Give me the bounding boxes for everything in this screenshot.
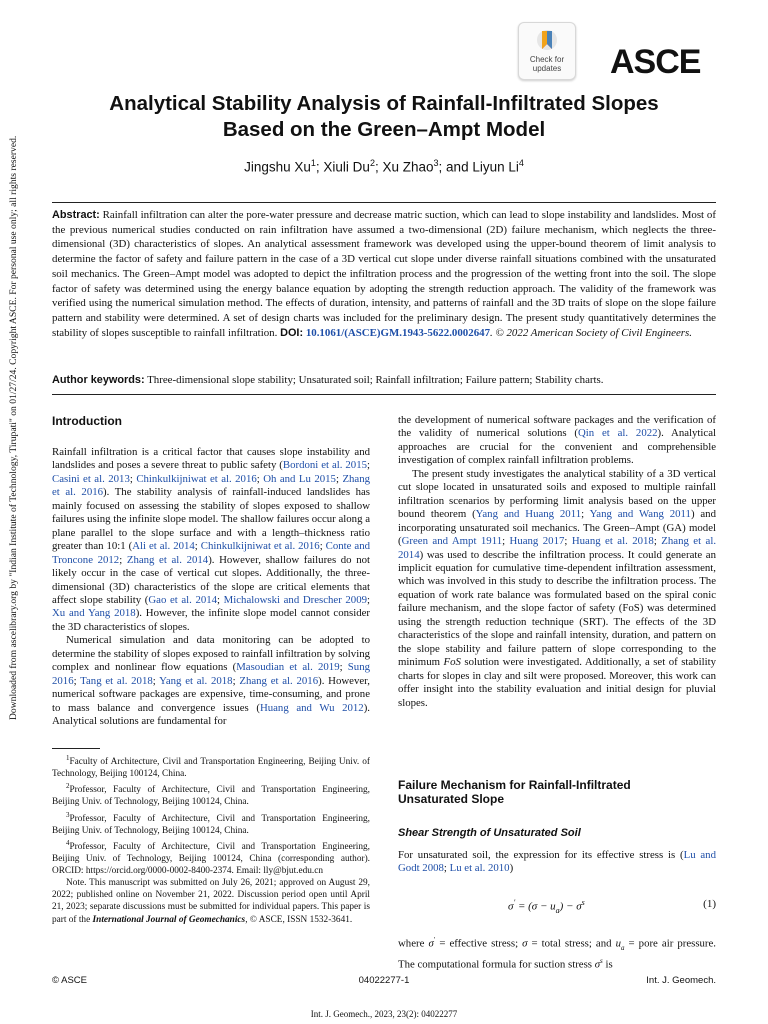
footnotes <box>52 752 370 926</box>
citation-link[interactable]: Gao et al. 2014 <box>148 593 218 606</box>
author-name: Liyun Li <box>472 159 519 175</box>
author-name: Xu Zhao <box>382 159 434 175</box>
right-paragraph-1: The present study investigates the analytical stability of a 3D vertical cut slope located in unsaturated soils and exposed to multiple rainfall infiltration scenarios by performing limit analysis based on the upper bound theorem (Yang and Huang 2011; Yang and Wang 2011) and incorporating unsaturated soil mechanics. The Green–Ampt (GA) model (Green and Ampt 1911; Huang 2017; Huang et al. 2018; Zhang et al. 2014) was used to describe the infiltration process. It could generate an implicit equation for cumulative time-dependent infiltration assessment, which was involved in this study to describe the infiltration process. The equation of work rate balance was formulated based on the spiral conic failure mechanism, and the slope factor of safety (FoS) was determined using the strength reduction technique (SRT). The effects of the 3D characteristics of the slope and rainfall intensity, duration, and pattern on the slope stability and failure pattern of slope corresponding to the minimum FoS solution were investigated. Additionally, a set of stability charts for slopes in clay and silt were proposed. Moreover, this work can offer insight into the stability evaluation and initial design for pluvial slopes. <box>398 467 717 709</box>
abstract-text: Rainfall infiltration can alter the pore-water pressure and decrease matric suction, which can lead to slope instability and landslides. Most of the previous numerical studies conducted on rain infiltration have assumed a two-dimensional (2D) failure mechanism, which neglects the three-dimensional (3D) characteristics of slopes. An analytical assessment framework was developed using the upper-bound theorem of limit analysis to determine the factor of safety and failure pattern in the case of a 3D vertical cut slope under diverse rainfall situations combined with the unsaturated soil mechanics. The Green–Ampt model was adopted to depict the infiltration process and the progression of the wetting front into the soil. The slope factor of safety was determined using the energy balance equation by adopting the strength reduction approach. The validity of the framework was verified using the numerical simulation method. The effects of duration, intensity, and patterns of rainfall and the 3D traits of slope on the slope failure pattern and stability were determined. A set of design charts was included for the preliminary design. The present study quantitatively determines the stability of slopes susceptible to rainfall infiltration. <box>52 209 716 339</box>
citation-link[interactable]: Yang et al. 2018 <box>159 674 233 687</box>
footnote-item: $^2$Professor, Faculty of Architecture, Civil and Transportation Engineering, Beijing Univ. of Technology, Beijing 100124, China. <box>52 782 370 808</box>
citation-link[interactable]: Michalowski and Drescher 2009 <box>223 593 367 606</box>
doi-label: DOI: <box>280 326 304 339</box>
left-column <box>52 414 370 729</box>
author-keywords <box>52 374 716 386</box>
citation-link[interactable]: Yang and Wang 2011 <box>589 508 691 521</box>
footnote-rule <box>52 748 100 749</box>
failure-mechanism-section <box>398 778 716 806</box>
citation-link[interactable]: Zhang et al. 2014 <box>126 553 209 566</box>
check-for-updates-button[interactable] <box>518 22 576 80</box>
equation-1-number: (1) <box>703 898 716 910</box>
footnote-item: $^3$Professor, Faculty of Architecture, Civil and Transportation Engineering, Beijing Univ. of Technology, Beijing 100124, China. <box>52 810 370 836</box>
keywords-text: Three-dimensional slope stability; Unsaturated soil; Rainfall infiltration; Failure pattern; Stability charts. <box>147 374 604 386</box>
equation-1-body: $\sigma' = (\sigma - u_a) - \sigma^s$ <box>508 898 585 915</box>
citation-link[interactable]: Lu and Godt 2008 <box>398 849 716 875</box>
right-paragraph-0: the development of numerical software packages and the verification of the validity of numerical solutions (Qin et al. 2022). Analytical approaches are crucial for the convenient and comprehensible investigation of complex rainfall infiltration problems. <box>398 414 716 467</box>
footnote-item: $^4$Professor, Faculty of Architecture, Civil and Transportation Engineering, Beijing Univ. of Technology, Beijing 100124, China (corresponding author). ORCID: https://orcid.org/0000-0002-8400-2374. Email: lly@bjut.edu.cn <box>52 838 370 877</box>
citation-link[interactable]: Masoudian et al. 2019 <box>236 661 340 674</box>
right-paragraph-2: For unsaturated soil, the expression for its effective stress is (Lu and Godt 2008; Lu et al. 2010) <box>398 849 716 875</box>
abstract <box>52 208 716 340</box>
keywords-label: Author keywords: <box>52 374 145 386</box>
abstract-top-rule <box>52 202 716 203</box>
bookmark-icon <box>536 29 558 53</box>
check-for-updates-label: Check for updates <box>529 55 565 73</box>
citation-link[interactable]: Yang and Huang 2011 <box>475 508 582 521</box>
citation-link[interactable]: Conte and Troncone 2012 <box>52 540 371 566</box>
author-name: Jingshu Xu <box>244 159 311 175</box>
copyright-line: . © 2022 American Society of Civil Engineers. <box>490 326 692 339</box>
footer-journal: Int. J. Geomech. <box>646 975 716 986</box>
effective-stress-intro <box>398 849 716 876</box>
citation-link[interactable]: Huang 2017 <box>509 535 565 548</box>
footer-copyright: © ASCE <box>52 975 87 986</box>
article-title: Analytical Stability Analysis of Rainfall-Infiltrated Slopes Based on the Green–Ampt Model <box>109 92 659 141</box>
side-notice-text: Downloaded from ascelibrary.org by "Indian Institute of Technology, Tirupati" on 01/27/24. Copyright ASCE. For personal use only; all rights reserved. <box>8 135 19 720</box>
footer-article-number: 04022277-1 <box>358 975 410 986</box>
failure-mechanism-heading: Failure Mechanism for Rainfall-Infiltrated Unsaturated Slope <box>398 778 631 806</box>
citation-link[interactable]: Casini et al. 2013 <box>52 472 130 485</box>
citation-link[interactable]: Lu et al. 2010 <box>449 862 510 875</box>
shear-strength-subheading: Shear Strength of Unsaturated Soil <box>398 827 581 839</box>
citation-link[interactable]: Bordoni et al. 2015 <box>282 459 367 472</box>
abstract-bottom-rule <box>52 394 716 395</box>
side-download-notice <box>8 135 20 720</box>
intro-paragraph-1: Rainfall infiltration is a critical factor that causes slope instability and landslides and poses a severe threat to public safety (Bordoni et al. 2015; Casini et al. 2013; Chinkulkijniwat et al. 2016; Oh and Lu 2015; Zhang et al. 2016). The stability analysis of rainfall-induced landslides has mainly focused on assessing the stability of slopes exposed to shallow failures using the infinite slope model. The shallow failures occur along a plane parallel to the slope surface and with a length–thickness ratio greater than 10:1 (Ali et al. 2014; Chinkulkijniwat et al. 2016; Conte and Troncone 2012; Zhang et al. 2014). However, shallow failures do not likely occur in the case of vertical cut slopes. Additionally, the three-dimensional (3D) characteristics of the slope are critical elements that affect slope stability (Gao et al. 2014; Michalowski and Drescher 2009; Xu and Yang 2018). However, the infinite slope model cannot consider the 3D characteristics of slopes. <box>52 446 371 633</box>
footnote-item: $^1$Faculty of Architecture, Civil and Transportation Engineering, Beijing Univ. of Technology, Beijing 100124, China. <box>52 754 370 780</box>
author-list: Jingshu Xu$^1$; Xiuli Du$^2$; Xu Zhao$^3$; and Liyun Li$^4$ <box>244 158 524 175</box>
citation-link[interactable]: Ali et al. 2014 <box>132 540 195 553</box>
introduction-heading: Introduction <box>52 414 122 428</box>
intro-paragraph-2: Numerical simulation and data monitoring can be adopted to determine the stability of slopes exposed to rainfall infiltration by solving complex and nonlinear flow equations (Masoudian et al. 2019; Sung 2016; Tang et al. 2018; Yang et al. 2018; Zhang et al. 2016). However, numerical software packages are expensive, time-consuming, and prone to mass balance and convergence issues (Huang and Wu 2012). Analytical solutions are fundamental for <box>52 634 371 728</box>
author-name: Xiuli Du <box>323 159 370 175</box>
citation-link[interactable]: Sung 2016 <box>52 661 370 687</box>
citation-link[interactable]: Tang et al. 2018 <box>80 674 153 687</box>
citation-link[interactable]: Huang et al. 2018 <box>571 535 654 548</box>
abstract-label: Abstract: <box>52 209 100 221</box>
citation-link[interactable]: Zhang et al. 2014 <box>398 535 717 561</box>
citation-link[interactable]: Green and Ampt 1911 <box>401 535 503 548</box>
citation-link[interactable]: Zhang et al. 2016 <box>239 674 319 687</box>
citation-link[interactable]: Oh and Lu 2015 <box>263 472 336 485</box>
shear-strength-section <box>398 827 716 839</box>
right-column <box>398 414 716 710</box>
citation-link[interactable]: Zhang et al. 2016 <box>52 472 371 499</box>
citation-link[interactable]: Chinkulkijniwat et al. 2016 <box>200 540 320 553</box>
doi-link[interactable]: 10.1061/(ASCE)GM.1943-5622.0002647 <box>305 326 491 339</box>
effective-stress-definition: where σ′ = effective stress; σ = total stress; and $u_a$ = pore air pressure. The computational formula for suction stress $\sigma^s$ is <box>398 936 717 971</box>
manuscript-note: Note. This manuscript was submitted on July 26, 2021; approved on August 29, 2022; published online on November 21, 2022. Discussion period open until April 21, 2023; separate discussions must be submitted for individual papers. This paper is part of the International Journal of Geomechanics, © ASCE, ISSN 1532-3641. <box>52 878 370 925</box>
bottom-citation: Int. J. Geomech., 2023, 23(2): 04022277 <box>310 1009 458 1019</box>
citation-link[interactable]: Chinkulkijniwat et al. 2016 <box>136 472 257 485</box>
citation-link[interactable]: Huang and Wu 2012 <box>259 701 364 714</box>
asce-logo: ASCE <box>610 43 701 81</box>
citation-link[interactable]: Xu and Yang 2018 <box>52 607 136 620</box>
citation-link[interactable]: Qin et al. 2022 <box>578 427 658 440</box>
